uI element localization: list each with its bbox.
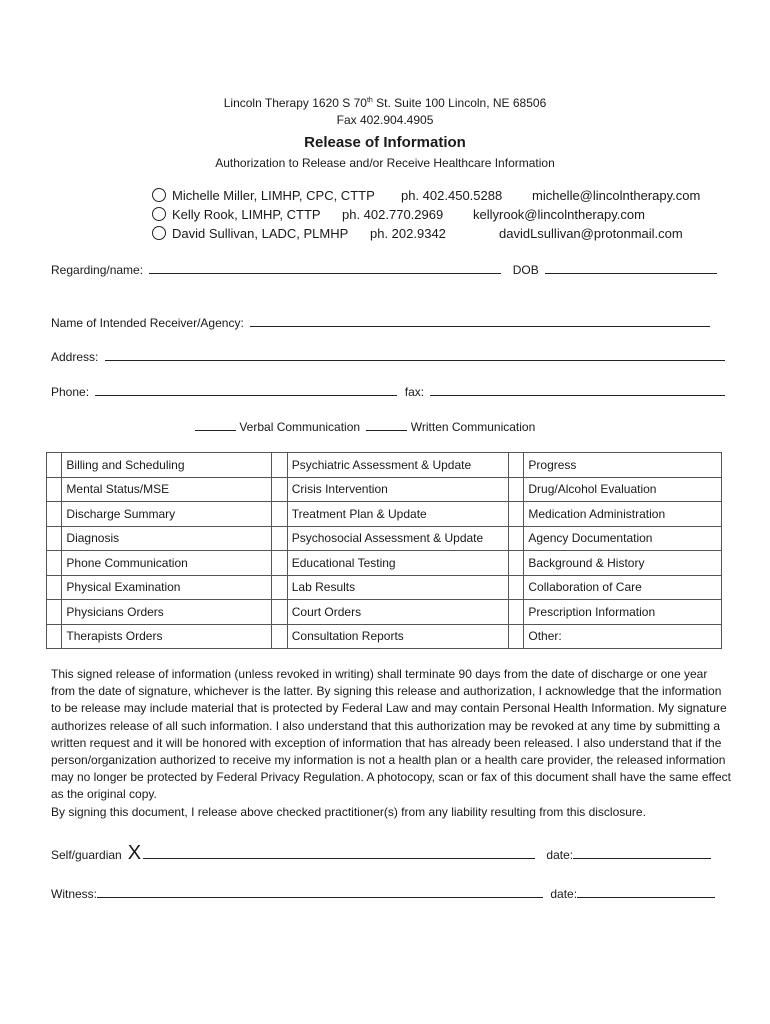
information-types-table [46, 452, 722, 649]
dob-label: DOB [512, 263, 539, 277]
checkbox-cell[interactable] [47, 600, 62, 625]
written-communication-label: Written Communication [410, 420, 536, 434]
witness-date-field[interactable] [577, 885, 715, 898]
info-type-label: Background & History [524, 551, 722, 576]
regarding-name-field[interactable] [149, 261, 501, 274]
checkbox-cell[interactable] [272, 624, 287, 649]
checkbox-cell[interactable] [508, 551, 523, 576]
practitioner-name: Kelly Rook, LIMHP, CTTP [172, 207, 321, 222]
info-type-label: Lab Results [287, 575, 508, 600]
witness-row [51, 885, 715, 901]
info-type-label: Psychiatric Assessment & Update [287, 453, 508, 478]
info-type-label: Billing and Scheduling [62, 453, 272, 478]
info-type-label: Discharge Summary [62, 502, 272, 527]
practitioner-email: michelle@lincolntherapy.com [532, 188, 701, 203]
table-row [47, 600, 722, 625]
clinic-fax: Fax 402.904.4905 [336, 113, 434, 127]
info-type-label: Physical Examination [62, 575, 272, 600]
written-communication-field[interactable] [366, 418, 407, 431]
form-subtitle: Authorization to Release and/or Receive Healthcare Information [215, 156, 555, 170]
info-type-label: Consultation Reports [287, 624, 508, 649]
address-text-end: St. Suite 100 Lincoln, NE 68506 [372, 96, 547, 110]
checkbox-cell[interactable] [47, 477, 62, 502]
checkbox-cell[interactable] [272, 453, 287, 478]
table-row [47, 624, 722, 649]
regarding-row [51, 261, 717, 278]
table-row [47, 551, 722, 576]
checkbox-cell[interactable] [508, 477, 523, 502]
address-row [51, 348, 725, 365]
verbal-communication-label: Verbal Communication [239, 420, 361, 434]
address-superscript: th [366, 97, 373, 104]
self-guardian-label: Self/guardian [51, 848, 122, 862]
info-type-label: Drug/Alcohol Evaluation [524, 477, 722, 502]
table-row [47, 453, 722, 478]
dob-field[interactable] [545, 261, 717, 274]
communication-row [195, 418, 535, 435]
checkbox-cell[interactable] [272, 526, 287, 551]
phone-label: Phone: [51, 385, 90, 399]
info-type-label: Physicians Orders [62, 600, 272, 625]
info-type-label: Prescription Information [524, 600, 722, 625]
address-label: Address: [51, 350, 99, 364]
info-type-label: Mental Status/MSE [62, 477, 272, 502]
info-type-label: Educational Testing [287, 551, 508, 576]
verbal-communication-field[interactable] [195, 418, 236, 431]
info-type-label: Treatment Plan & Update [287, 502, 508, 527]
checkbox-cell[interactable] [47, 453, 62, 478]
info-type-label: Progress [524, 453, 722, 478]
radio-button[interactable] [152, 207, 166, 221]
liability-release-text: By signing this document, I release above checked practitioner(s) from any liability resulting from this disclosure. [51, 804, 646, 819]
form-header [0, 92, 770, 172]
practitioner-phone: ph. 202.9342 [370, 226, 446, 241]
phone-field[interactable] [95, 383, 397, 396]
self-signature-field[interactable] [143, 846, 535, 859]
practitioner-email: davidLsullivan@protonmail.com [499, 226, 683, 241]
address-field[interactable] [105, 348, 725, 361]
checkbox-cell[interactable] [47, 502, 62, 527]
info-type-label: Psychosocial Assessment & Update [287, 526, 508, 551]
table-row [47, 575, 722, 600]
receiver-label: Name of Intended Receiver/Agency: [51, 316, 244, 330]
info-type-label: Court Orders [287, 600, 508, 625]
radio-button[interactable] [152, 226, 166, 240]
practitioner-name: Michelle Miller, LIMHP, CPC, CTTP [172, 188, 375, 203]
self-date-field[interactable] [573, 846, 711, 859]
info-type-label: Therapists Orders [62, 624, 272, 649]
legal-disclaimer [51, 666, 731, 821]
info-type-label: Phone Communication [62, 551, 272, 576]
self-date-label: date: [546, 848, 574, 862]
checkbox-cell[interactable] [508, 453, 523, 478]
checkbox-cell[interactable] [508, 502, 523, 527]
info-type-label: Diagnosis [62, 526, 272, 551]
disclaimer-paragraph: This signed release of information (unless revoked in writing) shall terminate 90 days from the date of discharge or one year from the date of signature, whichever is the latter. By signing this release and authorization, I acknowledge that the information to be release may include material that is protected by Federal Law and may contain Personal Health Information. My signature authorizes release of all such information. I also understand that this authorization may be revoked at any time by submitting a written request and it will be honored with exception of information that has already been released. I also understand that if the person/organization authorized to receive my information is not a health plan or a health care provider, the released information may no longer be protected by Federal Privacy Regulation. A photocopy, scan or fax of this document shall have the same effect as the original copy. [51, 667, 731, 802]
practitioner-name: David Sullivan, LADC, PLMHP [172, 226, 349, 241]
witness-signature-field[interactable] [97, 885, 543, 898]
signature-x-mark: X [127, 842, 142, 864]
table-row [47, 477, 722, 502]
table-row [47, 526, 722, 551]
regarding-label: Regarding/name: [51, 263, 144, 277]
table-row [47, 502, 722, 527]
checkbox-cell[interactable] [508, 600, 523, 625]
self-signature-row [51, 842, 711, 865]
form-title: Release of Information [304, 134, 466, 151]
checkbox-cell[interactable] [272, 477, 287, 502]
checkbox-cell[interactable] [272, 600, 287, 625]
fax-label: fax: [404, 385, 425, 399]
info-type-label: Other: [524, 624, 722, 649]
checkbox-cell[interactable] [47, 575, 62, 600]
practitioner-phone: ph. 402.450.5288 [401, 188, 503, 203]
practitioner-phone: ph. 402.770.2969 [342, 207, 444, 222]
witness-date-label: date: [550, 887, 578, 901]
fax-field[interactable] [430, 383, 725, 396]
checkbox-cell[interactable] [272, 551, 287, 576]
checkbox-cell[interactable] [47, 551, 62, 576]
checkbox-cell[interactable] [508, 575, 523, 600]
checkbox-cell[interactable] [508, 526, 523, 551]
receiver-field[interactable] [250, 314, 710, 327]
radio-button[interactable] [152, 188, 166, 202]
checkbox-cell[interactable] [272, 502, 287, 527]
checkbox-cell[interactable] [47, 526, 62, 551]
address-text: Lincoln Therapy 1620 S 70 [223, 96, 367, 110]
witness-label: Witness: [51, 887, 98, 901]
info-type-label: Medication Administration [524, 502, 722, 527]
table-body [47, 453, 722, 649]
checkbox-cell[interactable] [47, 624, 62, 649]
practitioner-email: kellyrook@lincolntherapy.com [473, 207, 645, 222]
receiver-row [51, 314, 710, 331]
info-type-label: Collaboration of Care [524, 575, 722, 600]
phone-fax-row [51, 383, 725, 400]
clinic-address [0, 92, 770, 112]
info-type-label: Agency Documentation [524, 526, 722, 551]
info-type-label: Crisis Intervention [287, 477, 508, 502]
checkbox-cell[interactable] [508, 624, 523, 649]
checkbox-cell[interactable] [272, 575, 287, 600]
